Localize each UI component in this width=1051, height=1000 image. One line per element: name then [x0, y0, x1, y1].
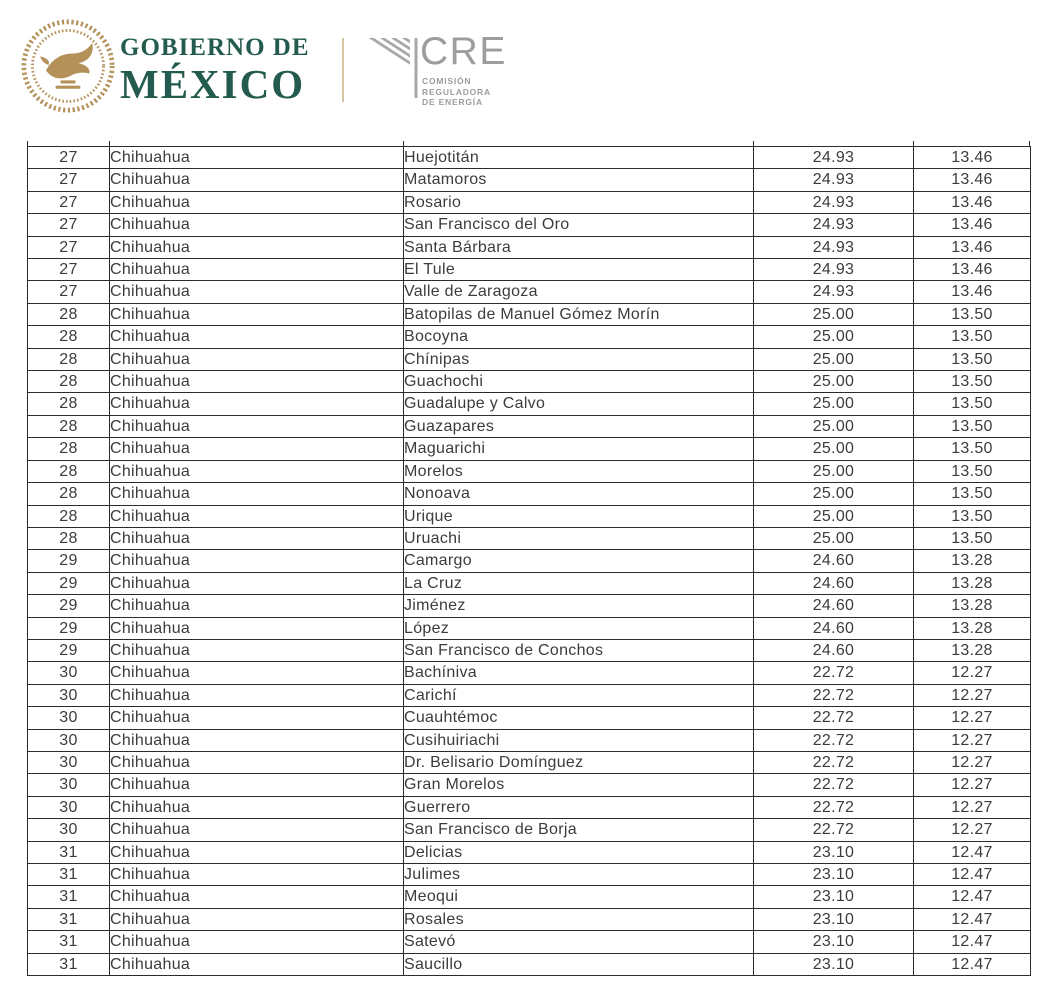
cell-region: 30	[28, 819, 110, 841]
cre-caption-line3: DE ENERGÍA	[422, 97, 483, 107]
cell-state: Chihuahua	[110, 774, 404, 796]
cell-municipality: Chínipas	[404, 348, 754, 370]
cell-municipality: Cusihuiriachi	[404, 729, 754, 751]
table-row	[28, 684, 1031, 706]
cell-value1: 24.60	[754, 617, 914, 639]
cell-state: Chihuahua	[110, 326, 404, 348]
page-header	[0, 0, 1051, 140]
cell-value1: 24.60	[754, 639, 914, 661]
cell-value1: 22.72	[754, 684, 914, 706]
cell-region: 27	[28, 236, 110, 258]
cell-region: 28	[28, 438, 110, 460]
cut-stub	[27, 141, 109, 146]
cell-municipality: Batopilas de Manuel Gómez Morín	[404, 303, 754, 325]
rate-table-body	[28, 147, 1031, 976]
cell-municipality: Saucillo	[404, 953, 754, 975]
cell-region: 30	[28, 729, 110, 751]
cell-value2: 13.28	[914, 550, 1031, 572]
table-row	[28, 841, 1031, 863]
cell-value2: 13.50	[914, 393, 1031, 415]
cell-state: Chihuahua	[110, 931, 404, 953]
cell-value2: 13.50	[914, 303, 1031, 325]
cell-municipality: Satevó	[404, 931, 754, 953]
cell-value1: 24.93	[754, 214, 914, 236]
cell-municipality: Guachochi	[404, 371, 754, 393]
cell-state: Chihuahua	[110, 191, 404, 213]
cell-municipality: Urique	[404, 505, 754, 527]
cell-value2: 13.50	[914, 348, 1031, 370]
cell-state: Chihuahua	[110, 415, 404, 437]
cell-region: 28	[28, 348, 110, 370]
cell-municipality: Camargo	[404, 550, 754, 572]
cell-region: 27	[28, 214, 110, 236]
cell-state: Chihuahua	[110, 550, 404, 572]
cell-value1: 24.93	[754, 191, 914, 213]
cell-value1: 24.60	[754, 595, 914, 617]
cell-state: Chihuahua	[110, 169, 404, 191]
table-row	[28, 886, 1031, 908]
cell-value2: 12.27	[914, 729, 1031, 751]
cell-municipality: Nonoava	[404, 483, 754, 505]
cell-municipality: Delicias	[404, 841, 754, 863]
table-row	[28, 729, 1031, 751]
cell-municipality: San Francisco de Borja	[404, 819, 754, 841]
table-row	[28, 864, 1031, 886]
cell-value1: 25.00	[754, 415, 914, 437]
cell-state: Chihuahua	[110, 527, 404, 549]
cell-region: 28	[28, 303, 110, 325]
cell-value2: 12.47	[914, 953, 1031, 975]
cell-state: Chihuahua	[110, 864, 404, 886]
cell-value2: 13.50	[914, 527, 1031, 549]
cell-value2: 13.46	[914, 214, 1031, 236]
cell-value1: 22.72	[754, 796, 914, 818]
cell-value1: 23.10	[754, 931, 914, 953]
cell-value1: 25.00	[754, 483, 914, 505]
cell-value1: 25.00	[754, 438, 914, 460]
cell-state: Chihuahua	[110, 751, 404, 773]
cell-value1: 24.93	[754, 236, 914, 258]
cell-region: 28	[28, 483, 110, 505]
cell-value2: 13.50	[914, 438, 1031, 460]
cell-region: 29	[28, 595, 110, 617]
cre-stripes-icon	[368, 38, 420, 105]
gobierno-de-mexico-wordmark	[120, 33, 310, 106]
cell-region: 28	[28, 393, 110, 415]
cell-municipality: Julimes	[404, 864, 754, 886]
cell-value2: 12.27	[914, 684, 1031, 706]
cell-state: Chihuahua	[110, 438, 404, 460]
cell-state: Chihuahua	[110, 707, 404, 729]
cell-state: Chihuahua	[110, 595, 404, 617]
cell-value2: 13.46	[914, 169, 1031, 191]
cell-municipality: San Francisco del Oro	[404, 214, 754, 236]
cell-municipality: Cuauhtémoc	[404, 707, 754, 729]
table-row	[28, 214, 1031, 236]
cell-value2: 13.46	[914, 281, 1031, 303]
cell-region: 30	[28, 707, 110, 729]
table-row	[28, 707, 1031, 729]
cell-state: Chihuahua	[110, 617, 404, 639]
cell-municipality: Carichí	[404, 684, 754, 706]
cell-state: Chihuahua	[110, 214, 404, 236]
cell-municipality: Morelos	[404, 460, 754, 482]
cell-value1: 23.10	[754, 841, 914, 863]
cell-municipality: Matamoros	[404, 169, 754, 191]
cut-stub	[913, 141, 1030, 146]
cell-municipality: La Cruz	[404, 572, 754, 594]
cell-value2: 13.46	[914, 259, 1031, 281]
cell-value1: 23.10	[754, 864, 914, 886]
cell-value2: 12.27	[914, 796, 1031, 818]
cell-state: Chihuahua	[110, 908, 404, 930]
cell-state: Chihuahua	[110, 886, 404, 908]
cell-municipality: Bachíniva	[404, 662, 754, 684]
table-row	[28, 595, 1031, 617]
table-row	[28, 415, 1031, 437]
cell-state: Chihuahua	[110, 662, 404, 684]
cell-state: Chihuahua	[110, 348, 404, 370]
cell-municipality: El Tule	[404, 259, 754, 281]
table-row	[28, 550, 1031, 572]
cell-state: Chihuahua	[110, 684, 404, 706]
table-row	[28, 819, 1031, 841]
cell-municipality: Guerrero	[404, 796, 754, 818]
cell-municipality: San Francisco de Conchos	[404, 639, 754, 661]
logo-divider	[342, 38, 344, 102]
mexico-text: MÉXICO	[120, 61, 306, 107]
table-row	[28, 348, 1031, 370]
cell-region: 28	[28, 415, 110, 437]
cell-state: Chihuahua	[110, 259, 404, 281]
cell-region: 31	[28, 841, 110, 863]
cell-state: Chihuahua	[110, 281, 404, 303]
cell-municipality: Guazapares	[404, 415, 754, 437]
cell-value2: 13.28	[914, 617, 1031, 639]
cell-municipality: Valle de Zaragoza	[404, 281, 754, 303]
cell-region: 29	[28, 617, 110, 639]
table-row	[28, 483, 1031, 505]
cell-value2: 13.50	[914, 371, 1031, 393]
cell-value1: 22.72	[754, 751, 914, 773]
cre-caption-line1: COMISIÓN	[422, 76, 472, 86]
cell-region: 28	[28, 527, 110, 549]
cell-state: Chihuahua	[110, 729, 404, 751]
cell-municipality: López	[404, 617, 754, 639]
cell-region: 27	[28, 169, 110, 191]
cell-value1: 25.00	[754, 303, 914, 325]
cell-region: 31	[28, 864, 110, 886]
cell-municipality: Guadalupe y Calvo	[404, 393, 754, 415]
cell-region: 31	[28, 931, 110, 953]
cell-state: Chihuahua	[110, 505, 404, 527]
cell-value2: 12.47	[914, 841, 1031, 863]
cell-value2: 13.50	[914, 483, 1031, 505]
cell-state: Chihuahua	[110, 393, 404, 415]
cell-value2: 12.47	[914, 864, 1031, 886]
table-row	[28, 438, 1031, 460]
cell-municipality: Santa Bárbara	[404, 236, 754, 258]
table-row	[28, 639, 1031, 661]
cell-region: 30	[28, 684, 110, 706]
cell-value1: 25.00	[754, 505, 914, 527]
cre-caption-line2: REGULADORA	[422, 86, 491, 97]
cell-region: 30	[28, 662, 110, 684]
cell-region: 28	[28, 460, 110, 482]
table-row	[28, 393, 1031, 415]
cell-state: Chihuahua	[110, 572, 404, 594]
table-row	[28, 326, 1031, 348]
cell-value1: 24.60	[754, 550, 914, 572]
table-row	[28, 259, 1031, 281]
table-row	[28, 931, 1031, 953]
table-row	[28, 303, 1031, 325]
cell-value2: 13.46	[914, 191, 1031, 213]
cell-value2: 12.27	[914, 774, 1031, 796]
cell-value1: 25.00	[754, 460, 914, 482]
cell-region: 29	[28, 572, 110, 594]
cell-municipality: Uruachi	[404, 527, 754, 549]
cell-state: Chihuahua	[110, 796, 404, 818]
cre-caption	[422, 76, 491, 108]
cell-value2: 12.27	[914, 707, 1031, 729]
cell-region: 31	[28, 886, 110, 908]
cell-value2: 12.47	[914, 886, 1031, 908]
cell-value2: 13.28	[914, 572, 1031, 594]
cell-value1: 25.00	[754, 527, 914, 549]
cell-value2: 13.28	[914, 595, 1031, 617]
table-row	[28, 908, 1031, 930]
cell-value1: 23.10	[754, 886, 914, 908]
cell-value1: 24.93	[754, 259, 914, 281]
gobierno-de-text: GOBIERNO DE	[120, 34, 310, 61]
table-row	[28, 572, 1031, 594]
rates-table-section	[27, 141, 1030, 976]
cell-municipality: Gran Morelos	[404, 774, 754, 796]
cre-logo	[368, 30, 528, 116]
cell-value1: 24.93	[754, 281, 914, 303]
table-row	[28, 751, 1031, 773]
cell-value1: 22.72	[754, 774, 914, 796]
cell-state: Chihuahua	[110, 303, 404, 325]
cell-region: 28	[28, 371, 110, 393]
table-row	[28, 281, 1031, 303]
table-row	[28, 460, 1031, 482]
table-row	[28, 774, 1031, 796]
table-row	[28, 617, 1031, 639]
table-row	[28, 796, 1031, 818]
cell-state: Chihuahua	[110, 483, 404, 505]
municipal-rates-table	[27, 146, 1031, 976]
cell-state: Chihuahua	[110, 819, 404, 841]
cell-region: 27	[28, 147, 110, 169]
table-row	[28, 169, 1031, 191]
cell-municipality: Rosales	[404, 908, 754, 930]
table-row	[28, 236, 1031, 258]
cell-value2: 13.46	[914, 147, 1031, 169]
cell-value1: 22.72	[754, 662, 914, 684]
cell-value1: 24.60	[754, 572, 914, 594]
table-row	[28, 953, 1031, 975]
cell-value2: 13.50	[914, 415, 1031, 437]
cell-value1: 22.72	[754, 707, 914, 729]
cell-region: 28	[28, 326, 110, 348]
cell-state: Chihuahua	[110, 639, 404, 661]
cell-value1: 23.10	[754, 908, 914, 930]
cell-state: Chihuahua	[110, 147, 404, 169]
cell-value1: 22.72	[754, 729, 914, 751]
cell-value2: 13.46	[914, 236, 1031, 258]
cell-state: Chihuahua	[110, 371, 404, 393]
cell-municipality: Dr. Belisario Domínguez	[404, 751, 754, 773]
cell-value2: 12.27	[914, 751, 1031, 773]
table-row	[28, 371, 1031, 393]
cell-value1: 22.72	[754, 819, 914, 841]
cell-municipality: Jiménez	[404, 595, 754, 617]
cell-region: 27	[28, 281, 110, 303]
cell-value2: 12.27	[914, 819, 1031, 841]
cell-region: 29	[28, 639, 110, 661]
cell-municipality: Maguarichi	[404, 438, 754, 460]
table-row	[28, 527, 1031, 549]
cell-value1: 25.00	[754, 326, 914, 348]
cell-value1: 25.00	[754, 393, 914, 415]
cut-off-row-remnant	[27, 141, 1030, 146]
cell-state: Chihuahua	[110, 953, 404, 975]
cell-value2: 13.50	[914, 460, 1031, 482]
cell-region: 27	[28, 191, 110, 213]
cell-region: 30	[28, 796, 110, 818]
cell-value1: 25.00	[754, 348, 914, 370]
cell-region: 29	[28, 550, 110, 572]
table-row	[28, 147, 1031, 169]
table-row	[28, 505, 1031, 527]
cell-value1: 25.00	[754, 371, 914, 393]
cut-stub	[753, 141, 913, 146]
cell-region: 31	[28, 908, 110, 930]
cell-value1: 24.93	[754, 147, 914, 169]
cre-acronym: CRE	[420, 30, 507, 73]
cut-stub	[109, 141, 403, 146]
mexico-coat-of-arms-icon	[20, 16, 116, 116]
cell-municipality: Huejotitán	[404, 147, 754, 169]
cell-region: 28	[28, 505, 110, 527]
cell-value1: 24.93	[754, 169, 914, 191]
cell-value2: 13.50	[914, 505, 1031, 527]
cell-region: 27	[28, 259, 110, 281]
cell-state: Chihuahua	[110, 841, 404, 863]
cell-region: 30	[28, 774, 110, 796]
cell-value2: 12.47	[914, 908, 1031, 930]
table-row	[28, 662, 1031, 684]
table-row	[28, 191, 1031, 213]
cell-region: 31	[28, 953, 110, 975]
cell-state: Chihuahua	[110, 460, 404, 482]
cell-value2: 12.27	[914, 662, 1031, 684]
cell-municipality: Rosario	[404, 191, 754, 213]
cell-value2: 12.47	[914, 931, 1031, 953]
cell-municipality: Bocoyna	[404, 326, 754, 348]
cell-value1: 23.10	[754, 953, 914, 975]
cell-value2: 13.50	[914, 326, 1031, 348]
cell-municipality: Meoqui	[404, 886, 754, 908]
cut-stub	[403, 141, 753, 146]
cell-value2: 13.28	[914, 639, 1031, 661]
cell-state: Chihuahua	[110, 236, 404, 258]
cell-region: 30	[28, 751, 110, 773]
